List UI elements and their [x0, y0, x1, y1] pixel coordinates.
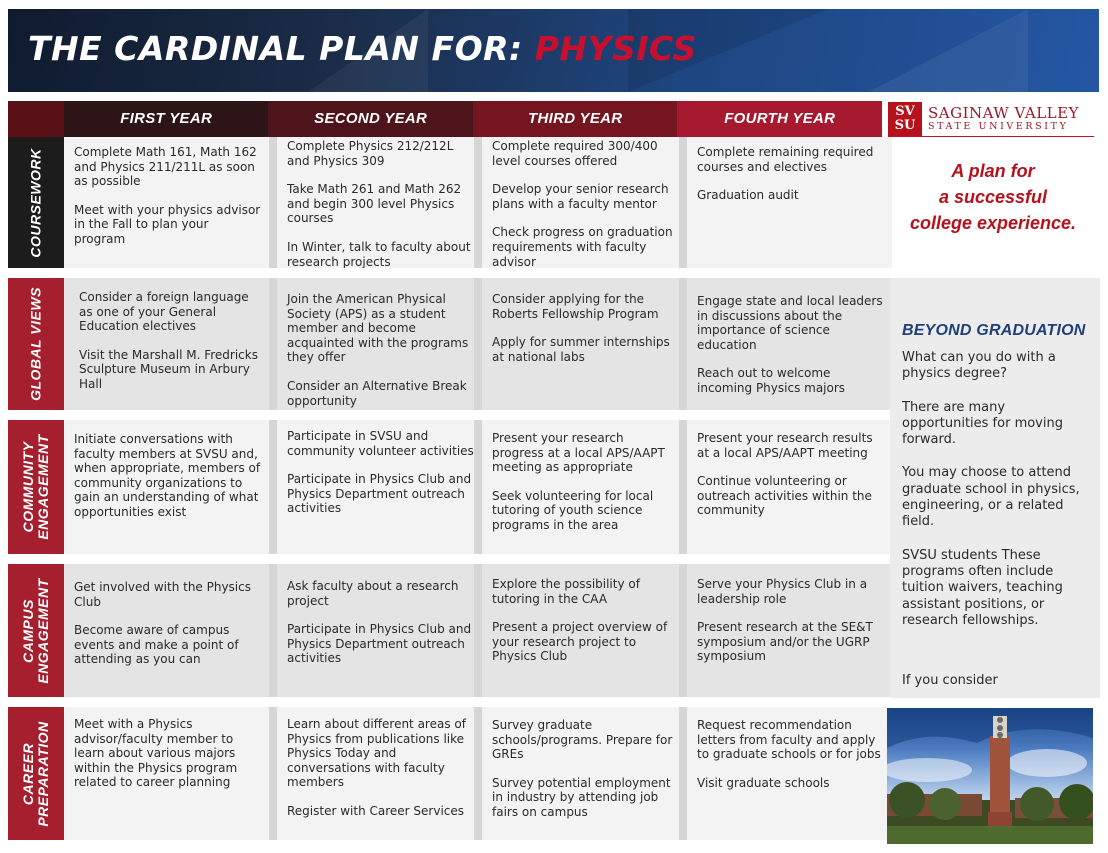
row-coursework — [8, 137, 882, 268]
row-campus-engagement — [8, 564, 882, 697]
campus-clock-tower-photo — [887, 708, 1093, 844]
cell-coursework-year1: Complete Math 161, Math 162 and Physics 211/211L as soon as possible Meet with your physics advisor in the Fall to plan your program — [64, 137, 269, 268]
cell-career-year1: Meet with a Physics advisor/faculty member to learn about various majors within the Physics program related to career planning — [64, 707, 269, 840]
header-third-year: THIRD YEAR — [473, 101, 678, 137]
cell-coursework-year3: Complete required 300/400 level courses offered Develop your senior research plans with a faculty mentor Check progress on graduation requirements with faculty advisor — [482, 137, 687, 268]
cell-campus-year1: Get involved with the Physics Club Become aware of campus events and make a point of attending as you can — [64, 564, 269, 697]
svsu-logo — [888, 101, 1094, 137]
row-career-preparation — [8, 707, 882, 840]
header-second-year: SECOND YEAR — [268, 101, 473, 137]
cell-global-year3: Consider applying for the Roberts Fellowship Program Apply for summer internships at national labs — [482, 278, 687, 410]
page-title-accent: PHYSICS — [534, 29, 697, 68]
page-title — [28, 29, 697, 68]
cell-coursework-year4: Complete remaining required courses and electives Graduation audit — [687, 137, 892, 268]
beyond-paragraph: You may choose to attend graduate school in physics, engineering, or a related field. — [902, 465, 1080, 530]
cell-campus-year2: Ask faculty about a research project Participate in Physics Club and Physics Department outreach activities — [277, 564, 482, 697]
beyond-paragraph: What can you do with a physics degree? — [902, 350, 1056, 382]
cell-global-year4: Engage state and local leaders in discussions about the importance of science education Reach out to welcome incoming Physics majors — [687, 278, 892, 410]
cell-campus-year4: Serve your Physics Club in a leadership role Present research at the SE&T symposium and/or the UGRP symposium — [687, 564, 892, 697]
header-corner — [8, 101, 64, 137]
cell-career-year3: Survey graduate schools/programs. Prepare for GREs Survey potential employment in industry by attending job fairs on campus — [482, 707, 687, 840]
header-first-year: FIRST YEAR — [64, 101, 269, 137]
tagline: A plan for a successful college experience. — [909, 161, 1077, 233]
cell-coursework-year2: Complete Physics 212/212L and Physics 309 Take Math 261 and Math 262 and begin 300 level Physics courses In Winter, talk to faculty about research projects — [277, 137, 482, 268]
svsu-logo-text: SAGINAW VALLEY STATE UNIVERSITY — [928, 103, 1079, 132]
cell-community-year3: Present your research progress at a local APS/AAPT meeting as appropriate Seek volunteering for local tutoring of youth science programs in the area — [482, 420, 687, 554]
page-title-prefix: THE CARDINAL PLAN FOR: — [28, 29, 523, 68]
cell-community-year4: Present your research results at a local APS/AAPT meeting Continue volunteering or outreach activities within the community — [687, 420, 892, 554]
row-label-global-views: GLOBAL VIEWS — [8, 278, 64, 410]
row-label-campus: CAMPUS ENGAGEMENT — [8, 564, 64, 697]
cell-global-year1: Consider a foreign language as one of your General Education electives Visit the Marshall M. Fredricks Sculpture Museum in Arbury Hall — [64, 278, 269, 410]
cell-community-year1: Initiate conversations with faculty members at SVSU and, when appropriate, members of community organizations to gain an understanding of what opportunities exist — [64, 420, 269, 554]
svsu-logo-mark: SV SU — [888, 102, 922, 136]
year-header-row — [8, 101, 882, 137]
title-banner — [8, 9, 1099, 92]
cell-career-year4: Request recommendation letters from faculty and apply to graduate schools or for jobs Visit graduate schools — [687, 707, 892, 840]
row-label-career: CAREER PREPARATION — [8, 707, 64, 840]
row-label-coursework: COURSEWORK — [8, 137, 64, 268]
row-label-community: COMMUNITY ENGAGEMENT — [8, 420, 64, 554]
cell-campus-year3: Explore the possibility of tutoring in the CAA Present a project overview of your research project to Physics Club — [482, 564, 687, 697]
beyond-graduation-panel — [890, 278, 1100, 698]
beyond-paragraph: If you consider — [902, 673, 998, 689]
cell-career-year2: Learn about different areas of Physics from publications like Physics Today and conversations with faculty members Register with Career Services — [277, 707, 482, 840]
row-community-engagement — [8, 420, 882, 554]
cell-global-year2: Join the American Physical Society (APS) as a student member and become acquainted with the programs they offer Consider an Alternative Break opportunity — [277, 278, 482, 410]
row-global-views — [8, 278, 882, 410]
cell-community-year2: Participate in SVSU and community volunteer activities Participate in Physics Club and Physics Department outreach activities — [277, 420, 482, 554]
beyond-graduation-heading: BEYOND GRADUATION — [902, 322, 1086, 339]
header-fourth-year: FOURTH YEAR — [677, 101, 882, 137]
beyond-paragraph: There are many opportunities for moving forward. — [902, 399, 1063, 448]
beyond-paragraph: SVSU students These programs often include tuition waivers, teaching assistant positions, or research fellowships. — [902, 547, 1063, 628]
